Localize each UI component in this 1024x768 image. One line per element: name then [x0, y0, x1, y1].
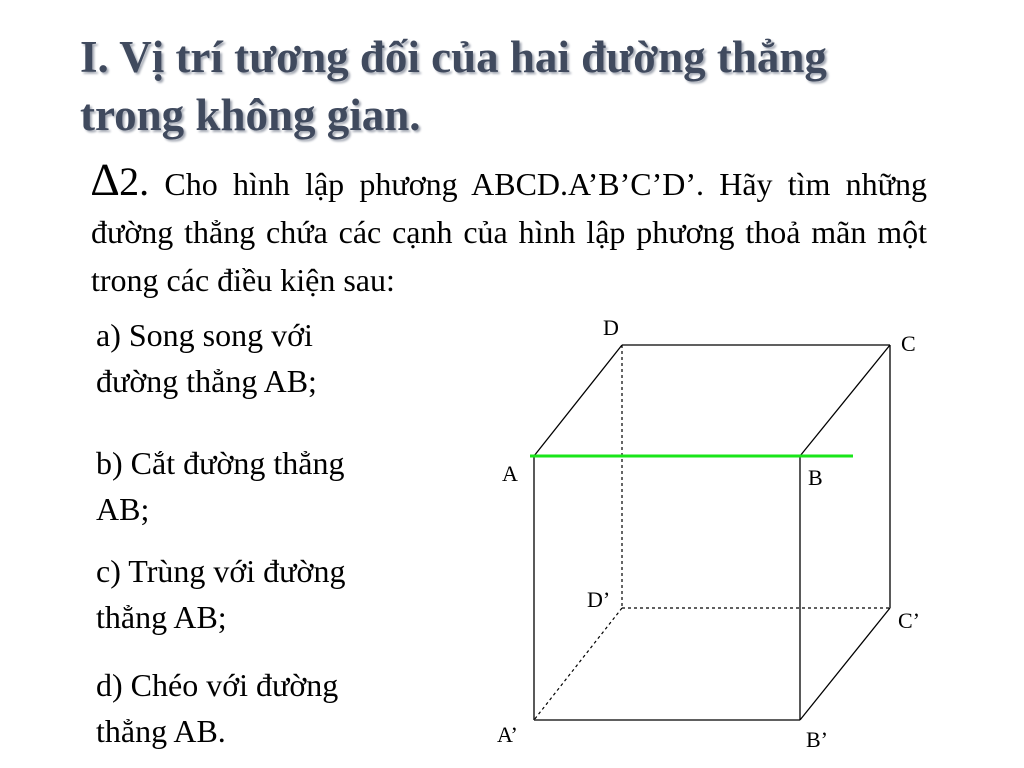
- problem-number: 2.: [119, 159, 150, 204]
- condition-a-line-1: a) Song song với: [96, 317, 313, 353]
- label-A: A: [502, 461, 518, 486]
- label-B-prime: B’: [806, 727, 828, 752]
- condition-d-line-1: d) Chéo với đường: [96, 667, 339, 703]
- label-A-prime: A’: [497, 722, 518, 747]
- cube-edges: [534, 345, 890, 720]
- delta-symbol: ∆: [91, 154, 120, 205]
- condition-b-line-2: AB;: [96, 491, 150, 527]
- condition-d-line-2: thẳng AB.: [96, 713, 226, 749]
- problem-text: Cho hình lập phương ABCD.A’B’C’D’. Hãy tìm những đường thẳng chứa các cạnh của hình lập phương thoả mãn một trong các điều kiện sau:: [91, 166, 928, 298]
- label-D: D: [603, 315, 619, 340]
- edge-BC: [800, 345, 890, 456]
- condition-b-line-1: b) Cắt đường thẳng: [96, 445, 345, 481]
- condition-c-line-1: c) Trùng với đường: [96, 553, 346, 589]
- label-D-prime: D’: [587, 587, 611, 612]
- label-B: B: [808, 465, 823, 490]
- title-line-2: trong không gian.: [80, 90, 421, 140]
- edge-DprimeAprime: [534, 608, 622, 720]
- label-C-prime: C’: [898, 608, 920, 633]
- condition-c-line-2: thẳng AB;: [96, 599, 227, 635]
- label-C: C: [901, 331, 916, 356]
- edge-BprimeCprime: [800, 608, 890, 720]
- hidden-edges: [534, 345, 890, 720]
- title-line-1: I. Vị trí tương đối của hai đường thẳng: [80, 32, 827, 82]
- condition-a-line-2: đường thẳng AB;: [96, 363, 317, 399]
- edge-DA: [534, 345, 622, 456]
